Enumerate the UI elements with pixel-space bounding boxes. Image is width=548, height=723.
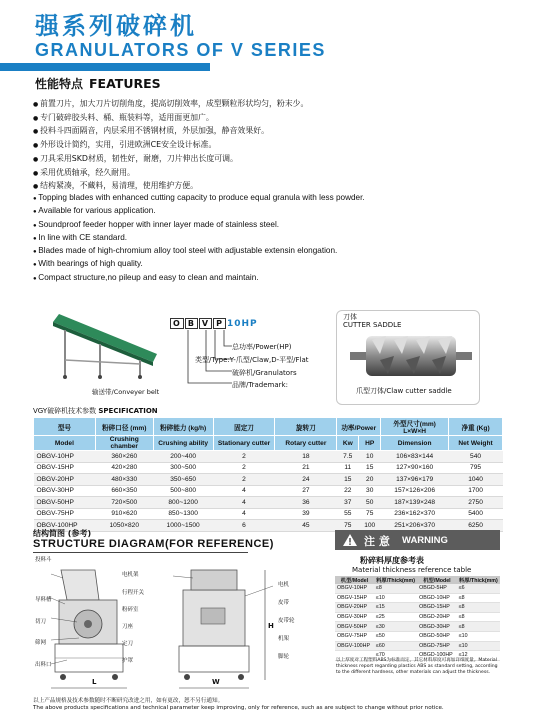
spec-cell: 2 (213, 451, 275, 463)
thickness-cell: OBGD-20HP (417, 612, 457, 622)
structure-label: 粉碎室 (122, 607, 139, 613)
spec-cell: OBGV-75HP (34, 508, 96, 520)
feature-cn-item: ● 刀具采用SKD材质，韧性好，耐磨，刀片伸出长度可调。 (33, 153, 513, 167)
reference-title-cn: 粉碎料厚度参考表 (360, 556, 424, 565)
features-heading-cn: 性能特点 (35, 77, 84, 91)
spec-cell: 45 (275, 520, 337, 532)
structure-label: 定刀 (122, 641, 134, 647)
thickness-cell: ≤60 (374, 641, 417, 651)
spec-header: Crushing chamber (95, 436, 153, 451)
model-code (170, 318, 258, 329)
thickness-cell: OBGV-50HP (335, 622, 374, 632)
dimension-h: H (268, 622, 274, 630)
feature-cn-item: ● 投料斗四面隔音，内层采用不锈钢材质，外层加强，静音效果好。 (33, 125, 513, 139)
thickness-row (335, 622, 500, 632)
structure-rule (33, 552, 248, 553)
warning-icon (342, 533, 358, 547)
cutter-title-cn: 刀体 (343, 313, 357, 321)
spec-title-en: SPECIFICATION (98, 407, 158, 415)
feature-en-item: ● Topping blades with enhanced cutting capacity to produce equal granula with less powder. (33, 192, 513, 205)
spec-row (34, 508, 503, 520)
spec-cell: 200~400 (153, 451, 213, 463)
spec-header: 功率/Power (337, 418, 381, 436)
spec-cell: 2750 (449, 497, 503, 509)
spec-cell: 5400 (449, 508, 503, 520)
warning-label-cn: 注 意 (364, 535, 390, 548)
thickness-cell: OBGD-50HP (417, 631, 457, 641)
spec-cell: 37 (337, 497, 359, 509)
spec-cell: 39 (275, 508, 337, 520)
spec-cell: 27 (275, 485, 337, 497)
thickness-cell: OBGV-15HP (335, 593, 374, 603)
warning-label-en: WARNING (402, 535, 448, 546)
thickness-cell: OBGV-100HP (335, 641, 374, 651)
thickness-cell: OBGD-15HP (417, 603, 457, 613)
thickness-cell: ≤30 (374, 622, 417, 632)
spec-cell: 100 (359, 520, 381, 532)
spec-cell: 10 (359, 451, 381, 463)
thickness-cell: OBGD-10HP (417, 593, 457, 603)
feature-cn-item: ● 专门破碎胶头料、桶、瓶装料等，适用面更加广。 (33, 112, 513, 126)
spec-cell: 36 (275, 497, 337, 509)
spec-header: Net Weight (449, 436, 503, 451)
page-title-en: GRANULATORS OF V SERIES (35, 40, 326, 60)
code-label-trademark: 品牌/Trademark: (232, 381, 288, 389)
structure-title-en: STRUCTURE DIAGRAM(FOR REFERENCE) (33, 538, 274, 550)
spec-header-cn-row (34, 418, 503, 436)
thickness-row (335, 641, 500, 651)
spec-cell: 157×126×206 (381, 485, 449, 497)
thickness-cell: ≤10 (457, 631, 500, 641)
structure-label: 切刀 (35, 619, 47, 625)
spec-cell: 7.5 (337, 451, 359, 463)
structure-label: 投料斗 (35, 557, 52, 563)
thickness-cell: ≤8 (374, 584, 417, 593)
spec-cell: 300~500 (153, 462, 213, 474)
spec-row (34, 497, 503, 509)
thickness-cell: ≤70 (374, 651, 417, 661)
spec-cell: 4 (213, 508, 275, 520)
structure-label: 皮带轮 (278, 618, 295, 624)
thickness-cell: ≤25 (374, 612, 417, 622)
feature-en-item: ● Soundproof feeder hopper with inner layer made of stainless steel. (33, 219, 513, 232)
spec-row (34, 485, 503, 497)
structure-label: 电机 (278, 582, 290, 588)
structure-label: 护罩 (122, 658, 134, 664)
code-label-power: 总功率/Power(HP) (232, 343, 292, 351)
footer-cn: 以上产品规格及技术参数随时不断研究改进之用，如有更改，恕不另行通知。 (33, 698, 224, 704)
thickness-header: 机型/Model (417, 576, 457, 584)
cutter-saddle-image (350, 330, 472, 382)
thickness-note: 以上厚度对工程塑料ABS为标准而定，其它材料厚度可再加详细度量。Material thickness report regarding plastics ABS as standard setting, according to the different hardness, other materials can adjust the thickness. (336, 658, 498, 675)
spec-cell: 106×83×144 (381, 451, 449, 463)
thickness-header-row (335, 576, 500, 584)
feature-en-item: ● Available for various application. (33, 205, 513, 218)
spec-cell: OBGV-10HP (34, 451, 96, 463)
thickness-row (335, 593, 500, 603)
spec-cell: 360×260 (95, 451, 153, 463)
spec-cell: OBGV-100HP (34, 520, 96, 532)
title-rule (0, 63, 210, 71)
spec-cell: 75 (359, 508, 381, 520)
features-heading (35, 75, 161, 92)
spec-row (34, 462, 503, 474)
spec-cell: 20 (359, 474, 381, 486)
spec-header: Kw (337, 436, 359, 451)
spec-cell: 480×330 (95, 474, 153, 486)
spec-cell: OBGV-50HP (34, 497, 96, 509)
feature-cn-item: ● 结构紧凑，不藏料，易清理，使用维护方便。 (33, 180, 513, 194)
spec-header: 粉碎口径 (mm) (95, 418, 153, 436)
spec-cell: 251×206×370 (381, 520, 449, 532)
spec-cell: 1050×820 (95, 520, 153, 532)
structure-label: 电机架 (122, 572, 139, 578)
spec-cell: 795 (449, 462, 503, 474)
spec-cell: 1700 (449, 485, 503, 497)
spec-cell: 50 (359, 497, 381, 509)
spec-cell: 2 (213, 462, 275, 474)
spec-cell: 800~1200 (153, 497, 213, 509)
spec-cell: 350~650 (153, 474, 213, 486)
page-title-cn: 强系列破碎机 (35, 12, 197, 40)
thickness-cell: ≤8 (457, 603, 500, 613)
thickness-cell: ≤10 (374, 593, 417, 603)
thickness-cell: ≤8 (457, 622, 500, 632)
structure-label: 皮带 (278, 600, 290, 606)
spec-cell: OBGV-20HP (34, 474, 96, 486)
feature-en-item: ● Blades made of high-chromium alloy tool steel with adjustable extensin elongation. (33, 245, 513, 258)
thickness-row (335, 584, 500, 593)
spec-header-en-row (34, 436, 503, 451)
thickness-cell: ≤8 (457, 593, 500, 603)
thickness-cell: OBGV-75HP (335, 631, 374, 641)
spec-cell: 910×620 (95, 508, 153, 520)
spec-header: 固定刀 (213, 418, 275, 436)
spec-cell: 18 (275, 451, 337, 463)
code-letter: B (185, 318, 198, 329)
feature-cn-item: ● 采用优质轴承，经久耐用。 (33, 167, 513, 181)
spec-title (33, 406, 158, 416)
spec-cell: 22 (337, 485, 359, 497)
spec-cell: 30 (359, 485, 381, 497)
cutter-caption: 爪型刀体/Claw cutter saddle (356, 387, 452, 395)
thickness-cell: ≤12 (457, 651, 500, 661)
code-letter: P (213, 318, 226, 329)
spec-header: 粉碎能力 (kg/h) (153, 418, 213, 436)
thickness-cell: ≤50 (374, 631, 417, 641)
feature-en-item: ● In line with CE standard. (33, 232, 513, 245)
spec-header: Dimension (381, 436, 449, 451)
spec-cell: 6 (213, 520, 275, 532)
code-label-type: 类型/Type:Y-爪型/Claw,D-平型/Flat (195, 356, 309, 364)
spec-cell: 236×162×370 (381, 508, 449, 520)
spec-cell: 15 (359, 462, 381, 474)
code-label-granulators: 破碎机/Granulators (232, 369, 297, 377)
spec-header: 旋转刀 (275, 418, 337, 436)
spec-cell: OBGV-30HP (34, 485, 96, 497)
spec-cell: 21 (275, 462, 337, 474)
structure-label: 行程开关 (122, 590, 145, 596)
thickness-row (335, 612, 500, 622)
structure-label: 筛网 (35, 640, 47, 646)
spec-cell: 2 (213, 474, 275, 486)
thickness-cell: OBGD-75HP (417, 641, 457, 651)
spec-header: 外型尺寸(mm) L×W×H (381, 418, 449, 436)
spec-cell: 127×90×160 (381, 462, 449, 474)
spec-header: 型号 (34, 418, 96, 436)
spec-header: Rotary cutter (275, 436, 337, 451)
structure-label: 出料口 (35, 662, 52, 668)
thickness-cell: ≤10 (457, 641, 500, 651)
spec-header: Model (34, 436, 96, 451)
spec-cell: 720×500 (95, 497, 153, 509)
thickness-cell: ≤15 (374, 603, 417, 613)
spec-cell: 4 (213, 485, 275, 497)
code-letter: V (199, 318, 212, 329)
thickness-header: 机型/Model (335, 576, 374, 584)
spec-cell: 660×350 (95, 485, 153, 497)
spec-cell: 15 (337, 474, 359, 486)
spec-cell: 24 (275, 474, 337, 486)
thickness-cell: ≤6 (457, 584, 500, 593)
structure-label: 导料槽 (35, 597, 52, 603)
thickness-cell: OBGD-5HP (417, 584, 457, 593)
spec-cell: 4 (213, 497, 275, 509)
spec-cell: 500~800 (153, 485, 213, 497)
thickness-cell: ≤8 (457, 612, 500, 622)
thickness-cell: OBGD-100HP (417, 651, 457, 661)
code-letter: O (170, 318, 184, 329)
spec-header: Crushing ability (153, 436, 213, 451)
structure-label: 刀座 (122, 624, 134, 630)
footer (33, 698, 503, 712)
dimension-l: L (92, 678, 97, 686)
thickness-cell: OBGV-20HP (335, 603, 374, 613)
thickness-table (335, 576, 500, 661)
reference-title-en: Material thickness reference table (352, 566, 472, 574)
spec-table (33, 417, 503, 532)
spec-cell: 850~1300 (153, 508, 213, 520)
thickness-row (335, 603, 500, 613)
footer-en: The above products specifications and technical parameter keep improving, only for reference, such as are subject to change without prior notice. (33, 705, 444, 711)
feature-en-item: ● Compact structure,no pileup and easy to clean and maintain. (33, 272, 513, 285)
thickness-cell: OBGV-10HP (335, 584, 374, 593)
spec-cell: 187×139×248 (381, 497, 449, 509)
conveyor-belt-image (45, 300, 165, 380)
spec-cell: 137×96×179 (381, 474, 449, 486)
spec-cell: 11 (337, 462, 359, 474)
feature-cn-item: ● 外形设计简约，实用，引进欧洲CE安全设计标准。 (33, 139, 513, 153)
structure-label: 机架 (278, 636, 290, 642)
feature-cn-item: ● 前置刀片，加大刀片切削角度，提高切削效率，成型颗粒形状均匀，粉末少。 (33, 98, 513, 112)
features-cn-list (33, 98, 513, 194)
cutter-title-en: CUTTER SADDLE (343, 321, 402, 329)
spec-header: 净重 (Kg) (449, 418, 503, 436)
features-en-list (33, 192, 513, 285)
thickness-cell: OBGD-30HP (417, 622, 457, 632)
features-heading-en: FEATURES (89, 76, 161, 91)
spec-cell: 1040 (449, 474, 503, 486)
spec-cell: 6250 (449, 520, 503, 532)
feature-en-item: ● With bearings of high quality. (33, 258, 513, 271)
spec-cell: 540 (449, 451, 503, 463)
thickness-header: 料厚/Thick(mm) (374, 576, 417, 584)
structure-diagram (33, 556, 303, 696)
spec-cell: 420×280 (95, 462, 153, 474)
spec-cell: 55 (337, 508, 359, 520)
spec-title-cn: VGY破碎机技术参数 (33, 407, 97, 415)
spec-cell: 1000~1500 (153, 520, 213, 532)
dimension-w: W (212, 678, 220, 686)
spec-header: HP (359, 436, 381, 451)
structure-label: 脚轮 (278, 654, 290, 660)
thickness-cell: OBGV-30HP (335, 612, 374, 622)
conveyor-caption: 输送带/Conveyer belt (92, 388, 160, 396)
code-hp: 10HP (227, 319, 258, 329)
spec-header: Stationary cutter (213, 436, 275, 451)
thickness-row (335, 631, 500, 641)
spec-cell: 75 (337, 520, 359, 532)
spec-cell: OBGV-15HP (34, 462, 96, 474)
thickness-header: 料厚/Thick(mm) (457, 576, 500, 584)
spec-row (34, 474, 503, 486)
structure-title-cn: 结构简图 (参考) (33, 529, 92, 538)
spec-row (34, 451, 503, 463)
